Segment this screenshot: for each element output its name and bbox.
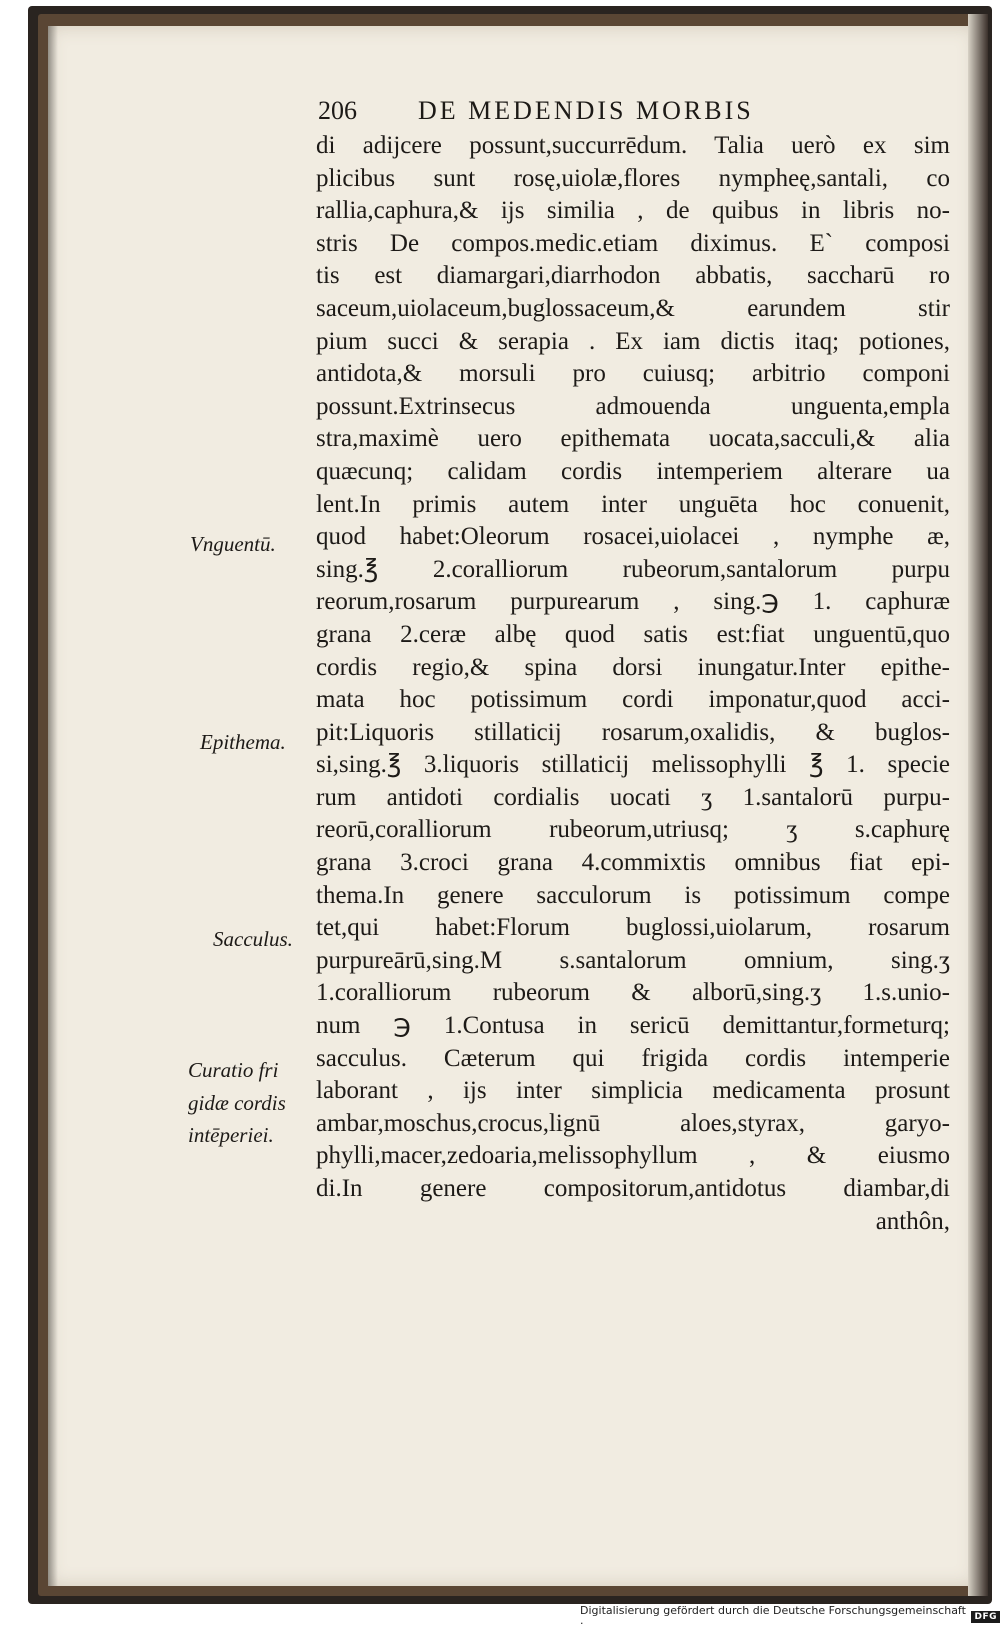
text-line: antidota,& morsuli pro cuiusq; arbitrio componi xyxy=(316,360,950,388)
text-line: phylli,macer,zedoaria,melissophyllum , & eiusmo xyxy=(316,1142,950,1170)
main-text-block xyxy=(316,130,950,1238)
text-line: quod habet:Oleorum rosacei,uiolacei , nymphe æ, xyxy=(316,523,950,551)
text-line: reorū,coralliorum rubeorum,utriusq; ʒ s.caphurę xyxy=(316,816,950,844)
text-line: tis est diamargari,diarrhodon abbatis, saccharū ro xyxy=(316,262,950,290)
text-line: thema.In genere sacculorum is potissimum compe xyxy=(316,881,950,909)
margin-note-sacculus: Sacculus. xyxy=(213,927,293,951)
text-line: grana 3.croci grana 4.commixtis omnibus fiat epi- xyxy=(316,849,950,877)
text-line: lent.In primis autem inter unguēta hoc conuenit, xyxy=(316,490,950,518)
text-line: rallia,caphura,& ijs similia , de quibus in libris no- xyxy=(316,197,950,225)
margin-note-curatio-line-3: intēperiei. xyxy=(188,1123,274,1147)
text-line: laborant , ijs inter simplicia medicamenta prosunt xyxy=(316,1077,950,1105)
text-line: purpureārū,sing.M s.santalorum omnium, sing.ʒ xyxy=(316,946,950,974)
running-title: DE MEDENDIS MORBIS xyxy=(418,96,754,125)
page-fore-edge xyxy=(968,14,988,1596)
text-line: si,sing.℥ 3.liquoris stillaticij melissophylli ℥ 1. specie xyxy=(316,751,950,779)
text-line: pium succi & serapia . Ex iam dictis itaq; potiones, xyxy=(316,327,950,355)
text-line: stris De compos.medic.etiam diximus. E` composi xyxy=(316,229,950,257)
text-line: quæcunq; calidam cordis intemperiem alterare ua xyxy=(316,457,950,485)
page-header xyxy=(318,96,948,130)
text-line: pit:Liquoris stillaticij rosarum,oxalidis, & buglos- xyxy=(316,718,950,746)
text-line: plicibus sunt rosę,uiolæ,flores nympheę,santali, co xyxy=(316,164,950,192)
dfg-logo: DFG xyxy=(971,1611,1000,1623)
digitization-footer xyxy=(580,1603,1000,1630)
text-line: stra,maximè uero epithemata uocata,sacculi,& alia xyxy=(316,425,950,453)
margin-note-curatio-line-1: Curatio fri xyxy=(188,1058,279,1082)
text-line: ambar,moschus,crocus,lignū aloes,styrax, garyo- xyxy=(316,1109,950,1137)
text-line: grana 2.ceræ albę quod satis est:fiat unguentū,quo xyxy=(316,620,950,648)
text-line: tet,qui habet:Florum buglossi,uiolarum, rosarum xyxy=(316,914,950,942)
text-line: mata hoc potissimum cordi imponatur,quod acci- xyxy=(316,686,950,714)
text-line: sacculus. Cæterum qui frigida cordis intemperie xyxy=(316,1044,950,1072)
text-line: rum antidoti cordialis uocati ʒ 1.santalorū purpu- xyxy=(316,783,950,811)
footer-credit-text: Digitalisierung gefördert durch die Deutsche Forschungsgemeinschaft · xyxy=(580,1603,966,1630)
margin-note-curatio-line-2: gidæ cordis xyxy=(188,1091,286,1115)
page-number: 206 xyxy=(318,96,357,125)
text-line: di.In genere compositorum,antidotus diambar,di xyxy=(316,1175,950,1202)
text-line: possunt.Extrinsecus admouenda unguenta,empla xyxy=(316,392,950,420)
text-line: reorum,rosarum purpurearum , sing.℈ 1. caphuræ xyxy=(316,588,950,616)
margin-note-unguentum: Vnguentū. xyxy=(190,532,276,556)
text-line-catchword: anthôn, xyxy=(875,1207,950,1235)
margin-note-epithema: Epithema. xyxy=(200,730,286,754)
text-line: di adijcere possunt,succurrēdum. Talia uerò ex sim xyxy=(316,132,950,159)
text-line: 1.coralliorum rubeorum & alborū,sing.ʒ 1.s.unio- xyxy=(316,979,950,1007)
text-line: saceum,uiolaceum,buglossaceum,& earundem stir xyxy=(316,294,950,322)
text-line: cordis regio,& spina dorsi inungatur.Inter epithe- xyxy=(316,653,950,681)
text-line: num ℈ 1.Contusa in sericū demittantur,formeturq; xyxy=(316,1012,950,1040)
page-gutter-shadow xyxy=(48,26,58,1586)
text-line: sing.℥ 2.coralliorum rubeorum,santalorum purpu xyxy=(316,555,950,583)
